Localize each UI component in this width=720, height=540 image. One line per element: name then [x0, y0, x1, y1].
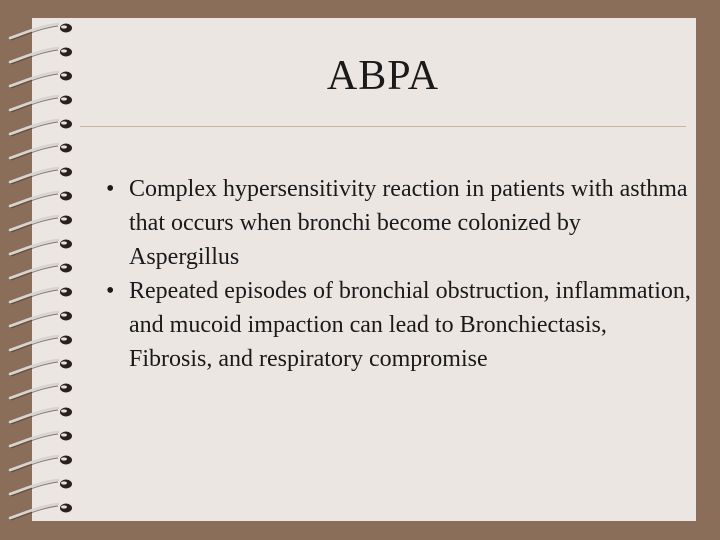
spiral-ring-icon	[10, 144, 72, 161]
spiral-ring-icon	[10, 168, 72, 185]
bullet-dot-icon: •	[106, 176, 115, 202]
bullet-text: Complex hypersensitivity reaction in patients with asthma that occurs when bronchi become colonized by Aspergillus	[129, 176, 688, 270]
spiral-ring-icon	[10, 240, 72, 257]
spiral-ring-icon	[10, 360, 72, 377]
spiral-ring-icon	[10, 72, 72, 89]
bullet-list	[106, 172, 692, 376]
spiral-ring-icon	[10, 24, 72, 41]
spiral-ring-icon	[10, 48, 72, 65]
spiral-ring-icon	[10, 456, 72, 473]
bullet-text: Repeated episodes of bronchial obstruction, inflammation, and mucoid impaction can lead to Bronchiectasis, Fibrosis, and respiratory compromise	[129, 278, 691, 372]
spiral-binding	[0, 0, 80, 540]
spiral-ring-icon	[10, 264, 72, 281]
spiral-ring-icon	[10, 408, 72, 425]
spiral-ring-icon	[10, 192, 72, 209]
spiral-ring-icon	[10, 504, 72, 521]
spiral-ring-icon	[10, 288, 72, 305]
spiral-ring-icon	[10, 120, 72, 137]
bullet-item	[106, 172, 692, 274]
spiral-ring-icon	[10, 216, 72, 233]
spiral-ring-icon	[10, 336, 72, 353]
spiral-ring-icon	[10, 384, 72, 401]
spiral-ring-icon	[10, 432, 72, 449]
spiral-ring-icon	[10, 480, 72, 497]
spiral-ring-icon	[10, 96, 72, 113]
slide-title: ABPA	[326, 53, 440, 99]
bullet-dot-icon: •	[106, 278, 115, 304]
bullet-item	[106, 274, 692, 376]
title-divider	[80, 126, 686, 127]
spiral-ring-icon	[10, 312, 72, 329]
